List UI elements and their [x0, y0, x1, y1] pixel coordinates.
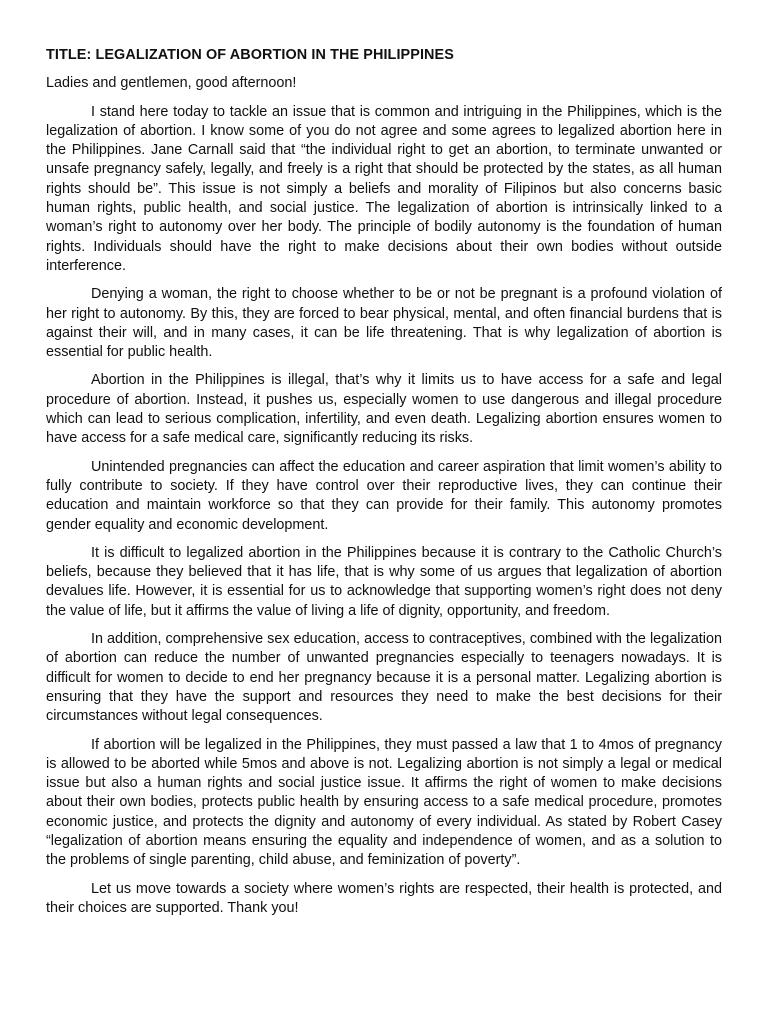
paragraph-5: It is difficult to legalized abortion in the Philippines because it is contrary to the Catholic Church’s beliefs, because they believed that it has life, that is why some of us argues that legalization of abortion devalues life. However, it is essential for us to acknowledge that supporting women’s right does not deny the value of life, but it affirms the value of living a life of dignity, opportunity, and freedom. — [46, 544, 722, 619]
paragraph-8: Let us move towards a society where women’s rights are respected, their health is protected, and their choices are supported. Thank you! — [46, 880, 722, 916]
document-page — [46, 46, 722, 927]
greeting: Ladies and gentlemen, good afternoon! — [46, 75, 297, 92]
document-title: TITLE: LEGALIZATION OF ABORTION IN THE PHILIPPINES — [46, 47, 454, 63]
paragraph-3: Abortion in the Philippines is illegal, that’s why it limits us to have access for a safe and legal procedure of abortion. Instead, it pushes us, especially women to use dangerous and illegal procedure which can lead to serious complication, infertility, and even death. Legalizing abortion ensures women to have access for a safe medical care, significantly reducing its risks. — [46, 372, 722, 447]
paragraph-7: If abortion will be legalized in the Philippines, they must passed a law that 1 to 4mos of pregnancy is allowed to be aborted while 5mos and above is not. Legalizing abortion is not simply a legal or medical issue but also a human rights and social justice issue. It affirms the right of women to make decisions about their own bodies, protects public health by ensuring access to a safe medical procedure, promotes economic justice, and protects the dignity and autonomy of every individual. As stated by Robert Casey “legalization of abortion means ensuring the equality and independence of women, and as a solution to the problems of single parenting, child abuse, and feminization of poverty”. — [46, 736, 722, 869]
paragraph-6: In addition, comprehensive sex education, access to contraceptives, combined with the legalization of abortion can reduce the number of unwanted pregnancies especially to teenagers nowadays. It is difficult for women to decide to end her pregnancy because it is a personal matter. Legalizing abortion is ensuring that they have the support and resources they need to make the best decisions for their circumstances without legal consequences. — [46, 631, 722, 725]
paragraph-4: Unintended pregnancies can affect the education and career aspiration that limit women’s ability to fully contribute to society. If they have control over their reproductive lives, they can continue their education and maintain workforce so that they can provide for their family. This autonomy promotes gender equality and economic development. — [46, 458, 722, 533]
paragraph-2: Denying a woman, the right to choose whether to be or not be pregnant is a profound violation of her right to autonomy. By this, they are forced to bear physical, mental, and often financial burdens that is against their will, and in many cases, it can be life threatening. That is why legalization of abortion is essential for public health. — [46, 286, 722, 361]
paragraph-1: I stand here today to tackle an issue that is common and intriguing in the Philippines, which is the legalization of abortion. I know some of you do not agree and some agrees to legalized abortion here in the Philippines. Jane Carnall said that “the individual right to get an abortion, to terminate unwanted or unsafe pregnancy safely, legally, and freely is a right that should be protected by the states, as all human rights should be”. This issue is not simply a beliefs and morality of Filipinos but also concerns basic human rights, public health, and social justice. The legalization of abortion is intrinsically linked to a woman’s right to autonomy over her body. The principle of bodily autonomy is the foundation of human rights. Individuals should have the right to make decisions about their own bodies without outside interference. — [46, 103, 722, 274]
